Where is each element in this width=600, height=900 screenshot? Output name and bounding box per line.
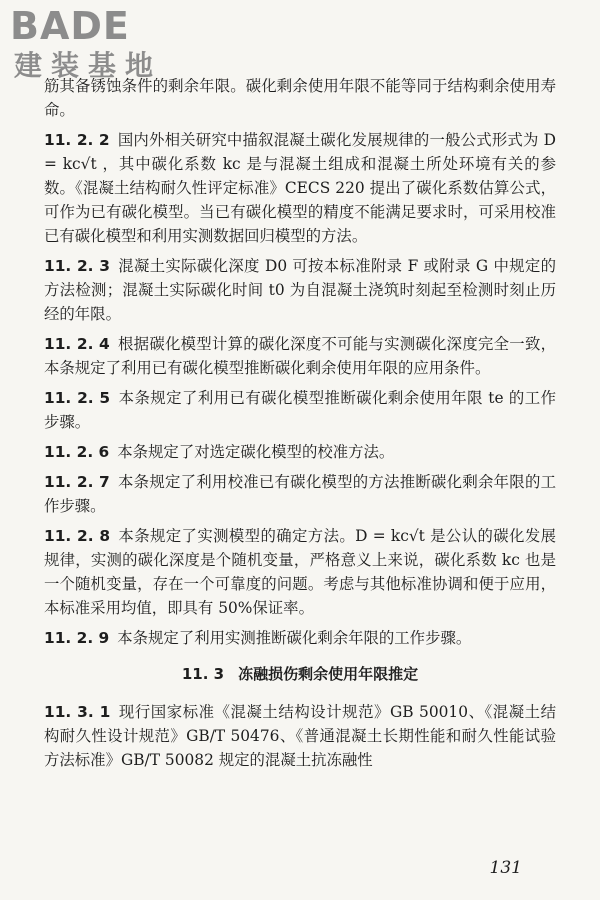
clause-number: 11. 2. 6 [44,443,110,461]
clause-text: 本条规定了利用实测推断碳化剩余年限的工作步骤。 [117,629,472,647]
clause-number: 11. 2. 8 [44,527,111,545]
clause-11-2-9 [44,626,556,650]
clause-11-2-3 [44,254,556,326]
section-title: 冻融损伤剩余使用年限推定 [238,665,419,683]
clause-11-2-7 [44,470,556,518]
clause-text: 本条规定了对选定碳化模型的校准方法。 [117,443,395,461]
clause-text: 本条规定了实测模型的确定方法。D = kc√t 是公认的碳化发展规律，实测的碳化深度是个随机变量，严格意义上来说，碳化系数 kc 也是一个随机变量，存在一个可靠度的问题。考虑与其他标准协调和便于应用，本标准采用均值，即具有 50%保证率。 [44,527,556,617]
clause-number: 11. 3. 1 [44,703,111,721]
section-number: 11. 3 [181,665,225,683]
clause-number: 11. 2. 7 [44,473,110,491]
clause-text: 本条规定了利用校准已有碳化模型的方法推断碳化剩余年限的工作步骤。 [44,473,556,515]
section-heading [44,662,556,686]
clause-text: 混凝土实际碳化深度 D0 可按本标准附录 F 或附录 G 中规定的方法检测；混凝土实际碳化时间 t0 为自混凝土浇筑时刻起至检测时刻止历经的年限。 [44,257,556,323]
clause-text: 国内外相关研究中描叙混凝土碳化发展规律的一般公式形式为 D = kc√t ，其中碳化系数 kc 是与混凝土组成和混凝土所处环境有关的参数。《混凝土结构耐久性评定标准》CECS 220 提出了碳化系数估算公式，可作为已有碳化模型。当已有碳化模型的精度不能满足要求时，可采用校准已有碳化模型和利用实测数据回归模型的方法。 [44,131,557,245]
clause-11-2-8 [44,524,556,620]
clause-number: 11. 2. 4 [44,335,110,353]
lead-paragraph: 筋其备锈蚀条件的剩余年限。碳化剩余使用年限不能等同于结构剩余使用寿命。 [44,77,556,119]
clause-11-2-2 [44,128,556,248]
clause-11-2-4 [44,332,556,380]
clause-text: 现行国家标准《混凝土结构设计规范》GB 50010、《混凝土结构耐久性设计规范》GB/T 50476、《普通混凝土长期性能和耐久性能试验方法标准》GB/T 50082 规定的混凝土抗冻融性 [44,703,556,769]
clause-11-2-6 [44,440,556,464]
page-number: 131 [489,858,522,878]
logo-subtitle: 建装基地 [14,49,163,82]
clause-number: 11. 2. 5 [44,389,111,407]
clause-number: 11. 2. 2 [44,131,110,149]
clause-11-2-5 [44,386,556,434]
clause-text: 本条规定了利用已有碳化模型推断碳化剩余使用年限 te 的工作步骤。 [44,389,557,431]
clause-11-3-1 [44,700,556,772]
logo-wordmark: BADE [10,4,130,48]
clause-text: 根据碳化模型计算的碳化深度不可能与实测碳化深度完全一致，本条规定了利用已有碳化模型推断碳化剩余使用年限的应用条件。 [44,335,556,377]
clause-number: 11. 2. 3 [44,257,110,275]
clause-number: 11. 2. 9 [44,629,110,647]
page-body [44,74,556,778]
